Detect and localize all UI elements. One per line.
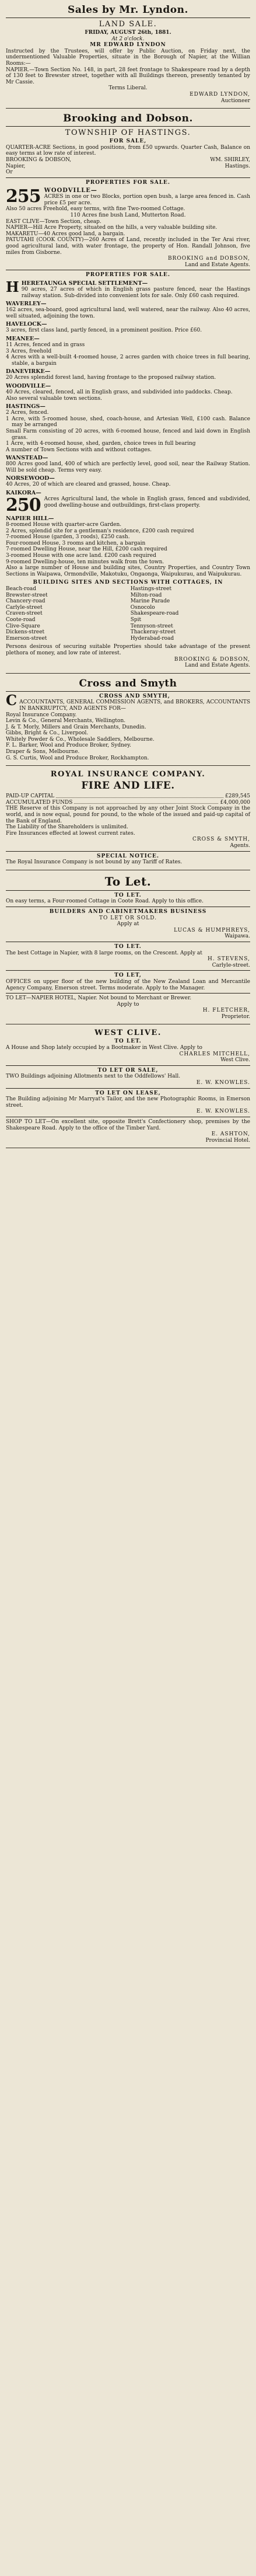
ad-to-let [6,870,250,1025]
agent-item: Draper & Sons, Melbourne. [6,749,80,755]
ad-body: Fire Insurances effected at lowest current rates. [6,830,135,836]
lot-item: 7-roomed Dwelling House, near the Hill, £200 cash required [6,546,167,553]
ad-body: ACCOUNTANTS, GENERAL COMMISSION AGENTS, and BROKERS, ACCOUNTANTS IN BANKRUPTCY, AND AGENTS FOR— [19,699,250,712]
lot-body: 20 Acres splendid forest land, having frontage to the proposed railway station. [6,375,216,381]
lot-body: 3 acres, first class land, partly fenced, in a prominent position. Price £60. [6,327,202,334]
signature-name: E. ASHTON, [211,1131,250,1138]
lot-description: NAPIER.—Town Section No. 148, in part, 28 feet frontage to Shakespeare road by a depth of 130 feet to Brewster street, together with all Buildings thereon, presently tenanted by Mr Cassie. [6,67,250,85]
lot-item: 40 Acres, cleared, fenced, all in English grass, and subdivided into paddocks. Cheap. [6,389,233,395]
sale-date: FRIDAY, AUGUST 26th, 1881. [85,30,171,36]
dropcap: H [6,278,19,295]
lot-title: HASTINGS— [6,403,45,410]
agent-right-location: Hastings. [225,163,250,169]
lot-napier-hill-b [6,515,250,577]
lot-wanstead [6,455,250,473]
signature [6,1109,250,1115]
signature-location: Carlyle-street. [212,962,250,968]
agent-item: Royal Insurance Company. [6,712,77,718]
street-name: Hyderabad-road [130,635,174,642]
lot-waverley [6,301,250,319]
signature-name: H. STEVENS, [208,956,250,963]
lot-item: 9-roomed Dwelling-house, ten minutes walk from the town. [6,559,164,565]
row-value: £289,545 [225,793,250,800]
divider [6,177,250,178]
signature [6,1131,250,1144]
listing-body: On easy terms, a Four-roomed Cottage in Coote Road. Apply to this office. [6,898,204,905]
ad-body: The Liability of the Shareholders is unlimited. [6,824,128,831]
dropcap: C [6,691,17,709]
listing-title: TO LET ON LEASE, [95,1090,161,1096]
accumulated-funds-row [6,800,250,806]
row-value: £4,000,000 [220,799,250,806]
lot-danevirke [6,368,250,381]
ad-lyndon-land-sale [6,0,250,109]
row-label: PAID-UP CAPITAL [6,793,55,800]
listing-apply: Apply at [117,921,139,928]
listing-title: TO LET, [114,972,142,979]
street-name: Beach-road [6,586,37,592]
signature-name: H. FLETCHER, [202,1008,250,1014]
signature-role: Land and Estate Agents. [185,663,250,669]
street-name: Marine Parade [130,598,170,605]
signature [6,956,250,968]
ad-cross-smyth [6,674,250,766]
divider [6,970,250,971]
ad-subhead: FIRE AND LIFE. [81,780,175,792]
lot-woodville-b [6,383,250,402]
lot-patutahi: PATUTAHI (COOK COUNTY)—260 Acres of Land, recently included in the Ter Arai river, good agricultural land, with water frontage, the property of Hon. Randall Johnson, five miles from Gisborne. [6,237,250,256]
lot-norsewood [6,475,250,488]
street-name: Emerson-street [6,635,47,642]
signature-name: BROOKING and DOBSON, [167,256,250,262]
lot-item: 3-roomed House with one acre land. £200 cash required [6,553,156,559]
agent-or: Or [6,169,13,176]
lot-body: Also 50 acres Freehold, easy terms, with fine Two-roomed Cottage. [6,206,185,212]
lot-item: 7-roomed House (garden, 3 roods), £250 cash. [6,534,130,541]
lot-title: WOODVILLE— [6,382,51,389]
listing-title: TO LET. [114,892,142,898]
streets-list [6,586,250,642]
signature [6,1051,250,1064]
lot-item: 11 Acres, fenced and in grass [6,341,85,348]
agent-left [6,157,125,176]
lot-item: Also several valuable town sections. [6,395,102,402]
signature-name: LUCAS & HUMPHREYS, [174,927,250,933]
agents-row [6,157,250,176]
signature [6,1080,250,1086]
dot-leader [74,800,218,804]
signature-role: Land and Estate Agents. [185,262,250,268]
agent-item: Whitely Powder & Co., Wholesale Saddlers, Melbourne. [6,736,155,743]
lot-body: 162 acres, sea-board, good agricultural land, well watered, near the railway. Also 40 acres, well situated, adjoining the town. [6,307,250,319]
street-name: Thackeray-street [130,629,176,636]
ad-body: QUARTER-ACRE Sections, in good positions, from £50 upwards. Quarter Cash, Balance on easy terms at low rate of interest. [6,144,250,157]
lot-item: Four-roomed House, 3 rooms and kitchen, a bargain [6,540,146,546]
lot-acreage: 250 [6,495,41,516]
listing-body: TO LET—NAPIER HOTEL, Napier. Not bound to Merchant or Brewer. [6,995,192,1002]
notice-body: The Royal Insurance Company is not bound by any Tariff of Rates. [6,859,183,866]
listing-title: BUILDERS AND CABINETMAKERS BUSINESS [49,908,207,915]
street-name: Osnocolo [130,604,155,611]
signature-name: E. W. KNOWLES. [196,1080,250,1086]
street-name: Clive-Square [6,623,40,629]
lot-item: 1 Acre, with 4-roomed house, shed, garden, choice trees in full bearing [6,441,196,447]
properties-title: PROPERTIES FOR SALE. [85,179,171,186]
lot-title: NAPIER HILL— [6,515,54,522]
street-name: Carlyle-street [6,604,43,611]
lot-woodville [6,187,250,218]
agent-right-name: WM. SHIRLEY, [210,156,250,163]
lot-title: WOODVILLE— [44,187,97,194]
lot-east-clive: EAST CLIVE—Town Section, cheap. [6,218,101,225]
agent-right [131,157,250,176]
agent-left-location: Napier, [6,163,26,169]
advertisement-column [6,0,250,1148]
street-name: Spit [130,616,142,623]
lot-body: Acres Agricultural land, the whole in English grass, fenced and subdivided, good dwelling-house and outbuildings, first-class property. [44,496,250,508]
lot-body: ACRES in one or two Blocks, portion open bush, a large area fenced in. Cash price £5 per acre. [44,194,250,206]
lot-item: 8-roomed House with quarter-acre Garden. [6,522,122,528]
auctioneer-name: MR EDWARD LYNDON [90,42,166,48]
signature-name: EDWARD LYNDON, [190,91,250,97]
lot-body: Also a large number of House and building sites, Country Properties, and Country Town Sections in Waipawa, Ormondville, Makotuku, Ongaonga, Waipukurau, and Waipukurau. [6,565,250,577]
lot-item: A number of Town Sections with and without cottages. [6,447,152,453]
signature [6,657,250,669]
dot-leader [56,793,223,798]
listing-title: TO LET OR SALE, [97,1067,159,1073]
divider [6,1088,250,1089]
signature-role: Agents. [230,843,250,849]
street-name: Dickens-street [6,629,45,636]
signature [6,928,250,940]
lot-item: 1 Acre, with 5-roomed house, shed, coach-house, and Artesian Well, £100 cash. Balance may be arranged [6,416,250,428]
agents-list [6,712,250,762]
lot-hastings [6,403,250,453]
signature [6,92,250,104]
street-name: Craven-street [6,611,43,617]
divider [6,691,250,692]
lot-makaretu: MAKARETU—40 Acres good land, a bargain. [6,231,125,237]
building-sites-title: BUILDING SITES AND SECTIONS WITH COTTAGES, IN [33,580,223,586]
listing-title: TO LET. [114,943,142,950]
lot-item: Small Farm consisting of 20 acres, with 6-roomed house, fenced and laid down in English grass. [6,428,250,441]
signature-role: Provincial Hotel. [205,1137,250,1144]
lot-title: WAVERLEY— [6,301,47,308]
lot-meanee [6,336,250,367]
listing-title: TO LET. [114,1038,142,1045]
listing-body: SHOP TO LET—On excellent site, opposite Brett's Confectionery shop, premises by the Shakespeare Road. Apply to the office of the Timber Yard. [6,1119,250,1131]
street-name: Chancery-road [6,598,45,605]
signature-location: Waipawa. [225,933,250,940]
agent-left-name: BROOKING & DOBSON, [6,156,72,163]
lot-title: KAIKORA— [6,490,41,497]
lot-item: 4 Acres with a well-built 4-roomed house, 2 acres garden with choice trees in full bearing, stable, a bargain [6,354,250,367]
notice-title: SPECIAL NOTICE. [96,853,160,859]
sale-time: At 2 o'clock. [111,36,145,42]
signature-location: West Clive. [220,1057,250,1064]
street-name: Milton-road [130,592,162,598]
signature-role: Auctioneer [220,97,250,104]
lot-title: HERETAUNGA SPECIAL SETTLEMENT— [21,280,148,287]
ad-brooking-dobson [6,109,250,674]
lot-acreage: 255 [6,186,41,207]
ad-body: Instructed by the Trustees, will offer by Public Auction, on Friday next, the undermentioned Valuable Properties, situate in the Borough of Napier, at the Willian Rooms:— [6,48,250,67]
street-name: Brewster-street [6,592,48,598]
divider [6,1065,250,1066]
ad-subhead: TOWNSHIP OF HASTINGS. [65,128,191,138]
terms: Terms Liberal. [108,85,148,92]
signature [6,1008,250,1020]
lot-title: DANEVIRKE— [6,368,51,375]
divider [6,851,250,852]
ad-title: LAND SALE. [99,20,157,29]
lot-title: HAVELOCK— [6,321,47,328]
signature-name: CROSS & SMYTH, [192,836,250,843]
signature-name: E. W. KNOWLES. [196,1109,250,1115]
listing-body: OFFICES on upper floor of the new building of the New Zealand Loan and Mercantile Agency Company, Emerson street. Terms moderate. Apply to the Manager. [6,978,250,991]
firm-title: CROSS AND SMYTH, [99,693,170,699]
listing-body: The best Cottage in Napier, with 8 large rooms, on the Crescent. Apply at [6,950,202,956]
lot-napier-hill: NAPIER—Hill Acre Property, situated on the hills, a very valuable building site. [6,225,218,231]
lot-title: NORSEWOOD— [6,475,55,482]
lot-body: 800 Acres good land, 400 of which are perfectly level, good soil, near the Railway Station. Will be sold cheap. Terms very easy. [6,461,250,473]
street-name: Coote-road [6,616,36,623]
lot-body: 90 acres, 27 acres of which in English grass pasture fenced, near the Hastings railway station. Sub-divided into convenient lots for sale. Only £60 cash required. [21,287,250,299]
street-name: Shakespeare-road [130,611,179,617]
lot-body: 110 Acres fine bush Land, Mutterton Road. [70,212,186,219]
ad-west-clive [6,1024,250,1148]
signature [6,836,250,849]
listing-subtitle: TO LET OR SOLD. [99,915,157,921]
divider [6,890,250,891]
row-label: ACCUMULATED FUNDS [6,799,73,806]
ad-body: THE Reserve of this Company is not approached by any other Joint Stock Company in the world, and is now equal, pound for pound, to the whole of the issued and paid-up capital of the Bank of England. [6,806,250,824]
ad-heading: Brooking and Dobson. [63,113,193,125]
ad-heading: ROYAL INSURANCE COMPANY. [50,770,206,779]
ad-heading: To Let. [104,874,152,888]
listing-apply: Apply to [117,1001,139,1008]
for-sale-title: FOR SALE, [109,138,147,145]
lot-item: 3 Acres, freehold [6,348,52,354]
properties-title: PROPERTIES FOR SALE. [85,272,171,278]
streets-right [131,586,250,642]
lot-body: 40 Acres, 20 of which are cleared and grassed, house. Cheap. [6,482,171,488]
agent-item: F. L. Barker, Wool and Produce Broker, Sydney. [6,743,131,749]
listing-body: The Building adjoining Mr Marryat's Tailor, and the new Photographic Rooms, in Emerson street. [6,1096,250,1109]
lot-heretaunga [6,280,250,299]
agent-item: J. & T. Morly, Millers and Grain Merchants, Dunedin. [6,724,146,730]
lot-title: MEANEE— [6,335,40,342]
signature-name: CHARLES MITCHELL, [179,1051,250,1057]
signature-name: BROOKING & DOBSON, [174,656,250,663]
agent-item: Levin & Co., General Merchants, Wellington. [6,718,126,724]
street-name: Hastings-street [130,586,172,592]
listing-body: TWO Buildings adjoining Allotments next to the Oddfellows' Hall. [6,1073,181,1080]
listing-body: A House and Shop lately occupied by a Bootmaker in West Clive. Apply to [6,1045,202,1051]
street-name: Tennyson-street [130,623,173,629]
paid-up-capital-row [6,793,250,800]
lot-title: WANSTEAD— [6,455,48,462]
streets-left [6,586,125,642]
lot-havelock [6,321,250,334]
agent-item: Gibbs, Bright & Co., Liverpool. [6,730,89,737]
ad-heading: Sales by Mr. Lyndon. [68,4,188,16]
ad-heading: Cross and Smyth [79,677,177,689]
lot-item: 2 Acres, splendid site for a gentleman's residence, £200 cash required [6,528,194,534]
divider [6,126,250,127]
signature-role: Proprietor. [221,1013,250,1020]
closing-note: Persons desirous of securing suitable Properties should take advantage of the present plethora of money, and low rate of interest. [6,644,250,656]
ad-royal-insurance [6,766,250,870]
agent-item: G. S. Curtis, Wool and Produce Broker, Rockhampton. [6,755,149,761]
lot-kaikora [6,490,250,514]
divider [6,993,250,994]
signature [6,256,250,268]
lot-item: 2 Acres, fenced. [6,410,49,416]
ad-heading: WEST CLIVE. [94,1029,162,1038]
